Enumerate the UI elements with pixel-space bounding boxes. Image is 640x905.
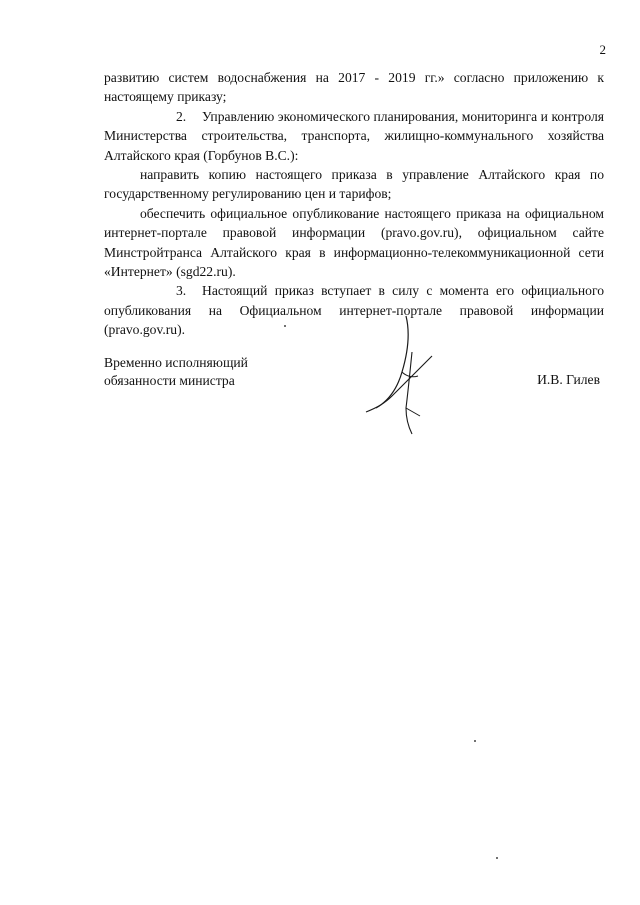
position-line-1: Временно исполняющий (104, 355, 248, 370)
page-number: 2 (599, 42, 606, 57)
item-number: 3. (176, 283, 187, 299)
paragraph-publish: обеспечить официальное опубликование настоящего приказа на официальном интернет-портале правовой информации (pravo.gov.ru), официальном сайте Минстройтранса Алтайского края в информационно-телекоммуникационной сети «Интернет» (sgd22.ru). (104, 205, 604, 280)
handwritten-signature (362, 312, 442, 442)
signatory-name: И.В. Гилев (537, 372, 600, 387)
scan-speck (284, 325, 286, 327)
paragraph-item-2 (104, 107, 604, 165)
signatory-position (104, 354, 248, 390)
item-text: Управлению экономического планирования, мониторинга и контроля Министерства строительства, транспорта, жилищно-коммунального хозяйства Алтайского края (Горбунов В.С.): (104, 108, 604, 163)
scan-speck (474, 740, 476, 742)
paragraph-continuation: развитию систем водоснабжения на 2017 - 2019 гг.» согласно приложению к настоящему приказу; (104, 70, 604, 105)
document-body (104, 68, 604, 340)
position-line-2: обязанности министра (104, 373, 235, 388)
paragraph-send-copy: направить копию настоящего приказа в управление Алтайского края по государственному регулированию цен и тарифов; (104, 167, 604, 202)
paragraph-item-3 (104, 281, 604, 339)
scan-speck (496, 857, 498, 859)
item-text: Настоящий приказ вступает в силу с момента его официального опубликования на Официальном интернет-портале правовой информации (pravo.gov.ru). (104, 283, 604, 338)
item-number: 2. (176, 108, 187, 124)
